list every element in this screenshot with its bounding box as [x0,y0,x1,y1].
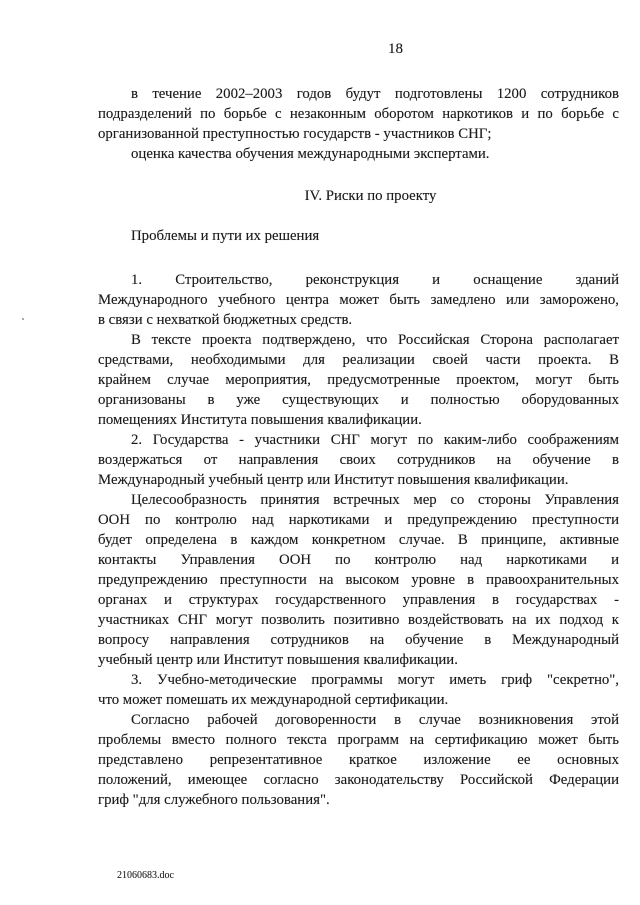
document-text-line: организованы в уже существующих и полностью оборудованных [98,392,619,408]
document-text-line: В тексте проекта подтверждено, что Российская Сторона располагает [131,332,619,348]
document-text-line: ООН по контролю над наркотиками и предупреждению преступности [98,512,619,528]
document-text-line: в связи с нехваткой бюджетных средств. [98,312,353,328]
document-text-line: воздержаться от направления своих сотрудников на обучение в [98,452,619,468]
footer-filename: 21060683.doc [117,870,174,881]
document-content [98,84,619,810]
subheading: Проблемы и пути их решения [131,228,320,244]
document-text-line: в течение 2002–2003 годов будут подготовлены 1200 сотрудников [131,86,619,102]
document-text-line: положений, имеющее согласно законодательству Российской Федерации [98,772,619,788]
document-text-line: средствами, необходимыми для реализации своей части проекта. В [98,352,619,368]
document-text-line: Международный учебный центр или Институт повышения квалификации. [98,472,569,488]
document-text-line: помещениях Института повышения квалификации. [98,412,422,428]
document-text-line: представлено репрезентативное краткое изложение ее основных [98,752,619,768]
document-text-line: Целесообразность принятия встречных мер со стороны Управления [131,492,619,508]
document-text-line: учебный центр или Институт повышения квалификации. [98,652,458,668]
section-heading: IV. Риски по проекту [304,188,437,204]
document-text-line: 3. Учебно-методические программы могут иметь гриф "секретно", [131,672,619,688]
document-text-line: проблемы вместо полного текста программ на сертификацию может быть [98,732,619,748]
document-text-line: Международного учебного центра может быть замедлено или заморожено, [98,292,619,308]
document-text-line: организованной преступностью государств - участников СНГ; [98,126,492,142]
document-text-line: Согласно рабочей договоренности в случае возникновения этой [131,712,619,728]
document-text-line: оценка качества обучения международными экспертами. [131,146,490,162]
document-text-line: крайнем случае мероприятия, предусмотренные проектом, могут быть [98,372,619,388]
document-text-line: вопросу направления сотрудников на обучение в Международный [98,632,619,648]
document-text-line: что может помешать их международной сертификации. [98,692,449,708]
document-text-line: 2. Государства - участники СНГ могут по каким-либо соображениям [131,432,619,448]
document-text-line: подразделений по борьбе с незаконным оборотом наркотиков и по борьбе с [98,106,619,122]
document-text-line: будет определена в каждом конкретном случае. В принципе, активные [98,532,619,548]
document-text-line: контакты Управления ООН по контролю над наркотиками и [98,552,619,568]
document-text-line: 1. Строительство, реконструкция и оснащение зданий [131,272,619,288]
document-text-line: предупреждению преступности на высоком уровне в правоохранительных [98,572,619,588]
document-text-line: гриф "для служебного пользования". [98,792,330,808]
scan-speck [22,318,24,320]
document-text-line: участниках СНГ могут позволить позитивно воздействовать на их подход к [98,612,619,628]
page-number: 18 [388,41,403,57]
document-text-line: органах и структурах государственного управления в государствах - [98,592,619,608]
